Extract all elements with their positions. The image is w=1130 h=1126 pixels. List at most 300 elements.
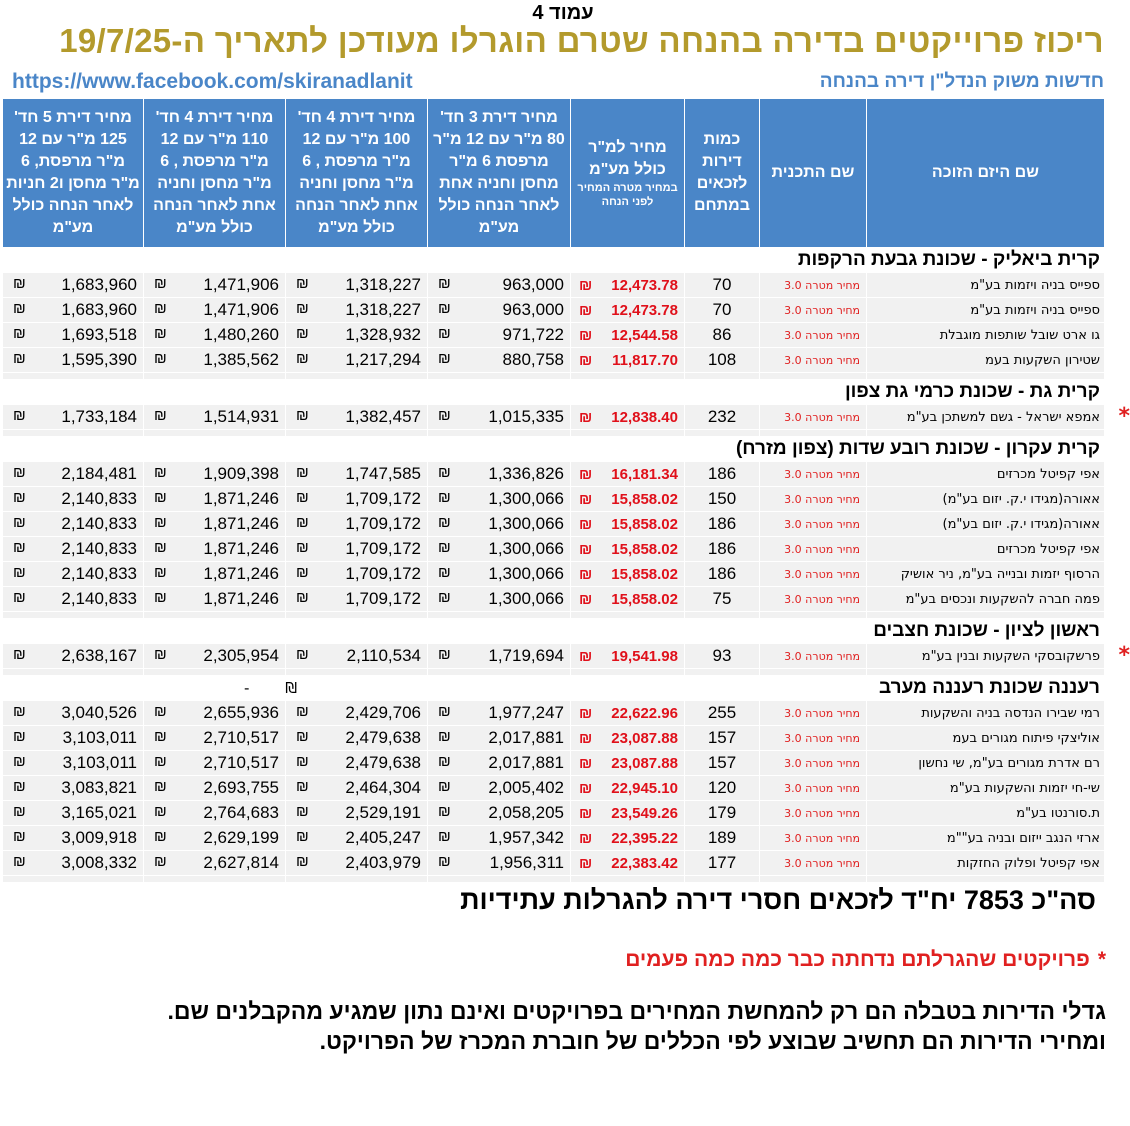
price-per-sqm <box>571 587 685 612</box>
price-4-rooms-100 <box>286 562 428 587</box>
developer-name: ספייס בניה ויזמות בע"מ <box>970 302 1100 318</box>
facebook-link[interactable]: https://www.facebook.com/skiranadlanit <box>12 70 413 93</box>
price-4-rooms-100 <box>286 751 428 776</box>
price-4-rooms-110-value: 1,871,246 <box>203 514 279 533</box>
currency-symbol: ₪ <box>296 703 309 720</box>
currency-symbol: ₪ <box>154 539 167 556</box>
currency-symbol: ₪ <box>438 753 451 770</box>
developer-name: פרשקובסקי השקעות ובנין בע"מ <box>921 648 1100 664</box>
currency-symbol: ₪ <box>154 464 167 481</box>
price-3-rooms <box>428 751 571 776</box>
price-per-sqm <box>571 298 685 323</box>
currency-symbol: ₪ <box>579 754 593 772</box>
price-3-rooms-value: 2,017,881 <box>488 753 564 772</box>
price-3-rooms-value: 1,300,066 <box>488 539 564 558</box>
price-per-sqm <box>571 826 685 851</box>
price-3-rooms <box>428 405 571 430</box>
unit-count: 157 <box>685 751 760 776</box>
spacer-cell <box>428 373 571 380</box>
price-4-rooms-100-value: 2,479,638 <box>345 753 421 772</box>
currency-symbol: ₪ <box>296 728 309 745</box>
footnote-star: * <box>1097 948 1106 971</box>
spacer-cell <box>3 430 144 437</box>
currency-symbol: ₪ <box>154 646 167 663</box>
price-per-sqm <box>571 751 685 776</box>
header-price-3-rooms: מחיר דירת 3 חד' 80 מ"ר עם 12 מ"ר מרפסת 6 מ"ר מחסן וחניה אחת לאחר הנחה כולל מע"מ <box>428 99 571 248</box>
price-5-rooms-value: 3,083,821 <box>61 778 137 797</box>
postponed-footnote <box>625 948 1106 972</box>
price-per-sqm <box>571 701 685 726</box>
price-5-rooms-value: 2,140,833 <box>61 589 137 608</box>
disclaimer-note <box>16 996 1106 1056</box>
section-dash-cell <box>144 248 286 273</box>
price-3-rooms <box>428 462 571 487</box>
currency-symbol: ₪ <box>438 646 451 663</box>
plan-name: מחיר מטרה 3.0 <box>760 348 867 373</box>
currency-symbol: ₪ <box>438 514 451 531</box>
currency-symbol: ₪ <box>296 589 309 606</box>
spacer-cell <box>685 669 760 676</box>
price-5-rooms <box>3 751 144 776</box>
currency-symbol: ₪ <box>438 803 451 820</box>
price-5-rooms <box>3 701 144 726</box>
currency-symbol: ₪ <box>13 464 26 481</box>
price-4-rooms-100 <box>286 587 428 612</box>
price-5-rooms-value: 3,009,918 <box>61 828 137 847</box>
section-blank-cell <box>286 676 428 701</box>
plan-name: מחיר מטרה 3.0 <box>760 405 867 430</box>
price-per-sqm-value: 23,087.88 <box>611 729 678 747</box>
price-4-rooms-100 <box>286 701 428 726</box>
section-name: קרית גת - שכונת כרמי גת צפון <box>428 380 1105 405</box>
price-5-rooms-value: 3,103,011 <box>62 753 137 772</box>
price-4-rooms-110-value: 1,909,398 <box>203 464 279 483</box>
currency-symbol: ₪ <box>438 325 451 342</box>
table-row <box>3 726 1105 751</box>
price-3-rooms-value: 2,058,205 <box>488 803 564 822</box>
disclaimer-line-1: גדלי הדירות בטבלה הם רק להמחשת המחירים בפרויקטים ואינם נתון שמגיע מהקבלנים שם. <box>167 998 1106 1024</box>
price-4-rooms-100 <box>286 512 428 537</box>
price-4-rooms-100-value: 2,403,979 <box>345 853 421 872</box>
currency-symbol: ₪ <box>438 589 451 606</box>
plan-name: מחיר מטרה 3.0 <box>760 562 867 587</box>
developer-cell <box>867 404 1130 430</box>
price-3-rooms-value: 971,722 <box>502 325 564 344</box>
table-row <box>3 348 1105 373</box>
plan-name: מחיר מטרה 3.0 <box>760 826 867 851</box>
developer-cell <box>867 298 1105 323</box>
price-per-sqm <box>571 512 685 537</box>
unit-count: 232 <box>685 405 760 430</box>
unit-count: 186 <box>685 462 760 487</box>
developer-name: ארזי הנגב ייזום ובניה בע""מ <box>946 830 1100 846</box>
currency-symbol: ₪ <box>296 753 309 770</box>
currency-symbol: ₪ <box>13 350 26 367</box>
spacer-row <box>3 612 1105 619</box>
price-per-sqm <box>571 851 685 876</box>
currency-symbol: ₪ <box>154 350 167 367</box>
currency-symbol: ₪ <box>438 350 451 367</box>
price-per-sqm <box>571 273 685 298</box>
price-4-rooms-100-value: 1,709,172 <box>345 489 421 508</box>
price-4-rooms-100 <box>286 537 428 562</box>
price-per-sqm <box>571 726 685 751</box>
price-4-rooms-100-value: 2,110,534 <box>346 646 421 665</box>
developer-name: אוליצקי פיתוח מגורים בעמ <box>952 730 1100 746</box>
spacer-row <box>3 373 1105 380</box>
currency-symbol: ₪ <box>13 407 26 424</box>
section-dash-cell <box>144 380 286 405</box>
price-per-sqm-value: 23,087.88 <box>611 754 678 772</box>
section-name: קרית ביאליק - שכונת גבעת הרקפות <box>428 248 1105 273</box>
price-5-rooms <box>3 826 144 851</box>
price-4-rooms-110-value: 1,471,906 <box>203 300 279 319</box>
table-header-row <box>3 99 1105 248</box>
price-3-rooms-value: 1,300,066 <box>488 489 564 508</box>
price-4-rooms-110 <box>144 826 286 851</box>
price-3-rooms-value: 2,005,402 <box>488 778 564 797</box>
price-5-rooms <box>3 562 144 587</box>
currency-symbol: ₪ <box>438 300 451 317</box>
plan-name: מחיר מטרה 3.0 <box>760 537 867 562</box>
spacer-cell <box>3 876 144 883</box>
spacer-cell <box>571 876 685 883</box>
currency-symbol: ₪ <box>13 275 26 292</box>
header-price-4-rooms-110: מחיר דירת 4 חד' 110 מ"ר עם 12 מ"ר מרפסת , 6 מ"ר מחסן וחניה אחת לאחר הנחה כולל מע"מ <box>144 99 286 248</box>
price-4-rooms-100-value: 1,217,294 <box>345 350 421 369</box>
price-5-rooms-value: 2,184,481 <box>61 464 137 483</box>
price-5-rooms <box>3 462 144 487</box>
price-4-rooms-110-value: 2,629,199 <box>203 828 279 847</box>
table-body <box>3 248 1130 883</box>
unit-count: 70 <box>685 273 760 298</box>
price-3-rooms <box>428 587 571 612</box>
projects-table <box>2 98 1130 883</box>
section-blank-cell <box>3 380 144 405</box>
currency-symbol: ₪ <box>579 408 593 426</box>
currency-symbol: ₪ <box>13 728 26 745</box>
price-4-rooms-110 <box>144 298 286 323</box>
price-4-rooms-110 <box>144 701 286 726</box>
spacer-cell <box>428 430 571 437</box>
spacer-cell <box>286 669 428 676</box>
currency-symbol: ₪ <box>296 489 309 506</box>
price-per-sqm-value: 15,858.02 <box>611 490 678 508</box>
developer-cell <box>867 487 1105 512</box>
developer-cell <box>867 462 1105 487</box>
header-price-4-rooms-100: מחיר דירת 4 חד' 100 מ"ר עם 12 מ"ר מרפסת , 6 מ"ר מחסן וחניה אחת לאחר הנחה כולל מע"מ <box>286 99 428 248</box>
price-4-rooms-100-value: 1,318,227 <box>345 300 421 319</box>
price-per-sqm <box>571 323 685 348</box>
spacer-cell <box>867 373 1105 380</box>
currency-symbol: ₪ <box>296 514 309 531</box>
currency-symbol: ₪ <box>296 464 309 481</box>
section-name: רעננה שכונת רעננה מערב <box>428 676 1105 701</box>
plan-name: מחיר מטרה 3.0 <box>760 726 867 751</box>
plan-name: מחיר מטרה 3.0 <box>760 298 867 323</box>
price-4-rooms-110-value: 2,693,755 <box>203 778 279 797</box>
plan-name: מחיר מטרה 3.0 <box>760 462 867 487</box>
price-5-rooms <box>3 323 144 348</box>
price-5-rooms-value: 1,733,184 <box>61 407 137 426</box>
currency-symbol: ₪ <box>579 515 593 533</box>
price-per-sqm-value: 12,544.58 <box>611 326 678 344</box>
spacer-cell <box>685 373 760 380</box>
table-row <box>3 851 1105 876</box>
price-5-rooms-value: 3,165,021 <box>61 803 137 822</box>
price-5-rooms <box>3 405 144 430</box>
currency-symbol: ₪ <box>579 565 593 583</box>
plan-name: מחיר מטרה 3.0 <box>760 701 867 726</box>
developer-cell <box>867 701 1105 726</box>
price-3-rooms-value: 1,719,694 <box>488 646 564 665</box>
price-per-sqm <box>571 776 685 801</box>
currency-symbol: ₪ <box>579 729 593 747</box>
table-row <box>3 405 1105 430</box>
footnote-text: פרויקטים שהגרלתם נדחתה כבר כמה כמה פעמים <box>625 948 1090 971</box>
currency-symbol: ₪ <box>579 590 593 608</box>
developer-cell <box>867 851 1105 876</box>
unit-count: 75 <box>685 587 760 612</box>
currency-symbol: ₪ <box>13 489 26 506</box>
currency-symbol: ₪ <box>579 647 593 665</box>
currency-symbol: ₪ <box>296 325 309 342</box>
price-per-sqm <box>571 348 685 373</box>
currency-symbol: ₪ <box>296 853 309 870</box>
price-per-sqm <box>571 562 685 587</box>
unit-count: 70 <box>685 298 760 323</box>
table-row <box>3 644 1105 669</box>
unit-count: 186 <box>685 562 760 587</box>
currency-symbol: ₪ <box>579 779 593 797</box>
plan-name: מחיר מטרה 3.0 <box>760 776 867 801</box>
price-4-rooms-110-value: 2,710,517 <box>203 753 279 772</box>
section-blank-cell <box>3 619 144 644</box>
unit-count: 120 <box>685 776 760 801</box>
spacer-cell <box>571 430 685 437</box>
price-4-rooms-110-value: 1,871,246 <box>203 589 279 608</box>
price-4-rooms-100-value: 1,709,172 <box>345 539 421 558</box>
developer-name: אפי קפיטל מכרזים <box>996 466 1100 482</box>
currency-symbol: ₪ <box>296 275 309 292</box>
section-header-row <box>3 619 1105 644</box>
spacer-row <box>3 430 1105 437</box>
developer-cell <box>867 751 1105 776</box>
price-4-rooms-110-value: 2,305,954 <box>203 646 279 665</box>
page-title: ריכוז פרוייקטים בדירה בהנחה שטרם הוגרלו מעודכן לתאריך ה-19/7/25 <box>59 22 1104 59</box>
price-3-rooms <box>428 801 571 826</box>
price-3-rooms <box>428 323 571 348</box>
table-row <box>3 273 1105 298</box>
spacer-cell <box>286 612 428 619</box>
currency-symbol: ₪ <box>438 728 451 745</box>
currency-symbol: ₪ <box>438 275 451 292</box>
header-price-sqm-label: מחיר למ"ר כולל מע"מ <box>588 139 667 178</box>
price-per-sqm-value: 23,549.26 <box>611 804 678 822</box>
currency-symbol: ₪ <box>296 778 309 795</box>
price-4-rooms-100-value: 1,747,585 <box>345 464 421 483</box>
price-4-rooms-100 <box>286 776 428 801</box>
price-per-sqm-value: 22,383.42 <box>611 854 678 872</box>
plan-name: מחיר מטרה 3.0 <box>760 487 867 512</box>
table-row <box>3 562 1105 587</box>
unit-count: 86 <box>685 323 760 348</box>
dash-text: - <box>244 679 250 697</box>
price-4-rooms-100 <box>286 298 428 323</box>
price-4-rooms-110 <box>144 751 286 776</box>
currency-symbol: ₪ <box>438 828 451 845</box>
spacer-cell <box>867 430 1105 437</box>
spacer-cell <box>571 669 685 676</box>
currency-symbol: ₪ <box>438 778 451 795</box>
price-3-rooms <box>428 487 571 512</box>
price-per-sqm-value: 15,858.02 <box>611 515 678 533</box>
price-4-rooms-110 <box>144 487 286 512</box>
currency-symbol: ₪ <box>296 300 309 317</box>
section-dash-cell <box>144 676 297 701</box>
spacer-cell <box>428 612 571 619</box>
postponed-star: * <box>1118 404 1130 429</box>
spacer-cell <box>286 430 428 437</box>
spacer-cell <box>685 612 760 619</box>
price-3-rooms-value: 2,017,881 <box>488 728 564 747</box>
currency-symbol: ₪ <box>438 539 451 556</box>
spacer-cell <box>685 876 760 883</box>
section-dash-cell <box>144 619 286 644</box>
price-per-sqm <box>571 487 685 512</box>
price-per-sqm-value: 15,858.02 <box>611 590 678 608</box>
price-4-rooms-110-value: 2,710,517 <box>203 728 279 747</box>
table-row <box>3 587 1105 612</box>
table-row <box>3 701 1105 726</box>
price-4-rooms-110 <box>144 851 286 876</box>
currency-symbol: ₪ <box>579 326 593 344</box>
unit-count: 186 <box>685 537 760 562</box>
currency-symbol: ₪ <box>13 300 26 317</box>
price-4-rooms-110 <box>144 587 286 612</box>
price-4-rooms-100 <box>286 801 428 826</box>
price-per-sqm-value: 22,395.22 <box>611 829 678 847</box>
price-per-sqm-value: 12,473.78 <box>611 301 678 319</box>
price-4-rooms-110-value: 1,514,931 <box>203 407 279 426</box>
price-4-rooms-110-value: 1,385,562 <box>203 350 279 369</box>
table-row <box>3 826 1105 851</box>
currency-symbol: ₪ <box>154 300 167 317</box>
table-row <box>3 462 1105 487</box>
developer-cell <box>867 273 1105 298</box>
price-5-rooms <box>3 587 144 612</box>
currency-symbol: ₪ <box>154 275 167 292</box>
price-per-sqm-value: 19,541.98 <box>611 647 678 665</box>
section-blank-cell <box>286 437 428 462</box>
developer-name: שי-חי יזמות והשקעות בע"מ <box>949 780 1100 796</box>
header-developer: שם היזם הזוכה <box>867 99 1105 248</box>
currency-symbol: ₪ <box>13 589 26 606</box>
currency-symbol: ₪ <box>13 853 26 870</box>
price-4-rooms-110 <box>144 405 286 430</box>
price-4-rooms-100 <box>286 826 428 851</box>
price-5-rooms <box>3 487 144 512</box>
price-3-rooms-value: 963,000 <box>502 275 564 294</box>
currency-symbol: ₪ <box>579 704 593 722</box>
spacer-cell <box>571 373 685 380</box>
price-4-rooms-100-value: 1,328,932 <box>345 325 421 344</box>
price-4-rooms-110 <box>144 273 286 298</box>
developer-name: אמפא ישראל - גשם למשתכן בע"מ <box>906 409 1100 425</box>
developer-cell <box>867 348 1105 373</box>
unit-count: 157 <box>685 726 760 751</box>
currency-symbol: ₪ <box>13 803 26 820</box>
price-per-sqm-value: 22,622.96 <box>611 704 678 722</box>
currency-symbol: ₪ <box>438 703 451 720</box>
section-blank-cell <box>286 248 428 273</box>
price-5-rooms <box>3 512 144 537</box>
price-3-rooms <box>428 851 571 876</box>
currency-symbol: ₪ <box>579 301 593 319</box>
currency-symbol: ₪ <box>13 325 26 342</box>
currency-symbol: ₪ <box>296 407 309 424</box>
price-3-rooms-value: 1,300,066 <box>488 564 564 583</box>
developer-name: אפי קפיטל ופלוק החזקות <box>957 855 1100 871</box>
price-4-rooms-110 <box>144 462 286 487</box>
price-4-rooms-100 <box>286 726 428 751</box>
section-header-row <box>3 248 1105 273</box>
spacer-cell <box>428 669 571 676</box>
price-4-rooms-100 <box>286 273 428 298</box>
spacer-cell <box>571 612 685 619</box>
currency-symbol: ₪ <box>154 703 167 720</box>
header-plan: שם התכנית <box>760 99 867 248</box>
currency-symbol: ₪ <box>154 803 167 820</box>
plan-name: מחיר מטרה 3.0 <box>760 751 867 776</box>
section-header-row <box>3 380 1105 405</box>
section-blank-cell <box>286 619 428 644</box>
developer-cell <box>867 512 1105 537</box>
disclaimer-line-2: ומחירי הדירות הם תחשיב שבוצע לפי הכללים של חוברת המכרז של הפרויקט. <box>319 1028 1106 1054</box>
price-5-rooms <box>3 537 144 562</box>
currency-symbol: ₪ <box>154 489 167 506</box>
total-units-summary: סה"כ 7853 יח"ד לזכאים חסרי דירה להגרלות עתידיות <box>460 885 1096 915</box>
unit-count: 108 <box>685 348 760 373</box>
currency-symbol: ₪ <box>579 540 593 558</box>
price-3-rooms-value: 880,758 <box>502 350 564 369</box>
spacer-cell <box>760 373 867 380</box>
developer-name: שטירון השקעות בעמ <box>985 352 1100 368</box>
developer-name: אאורה(מגידו י.ק. יזום בע"מ) <box>942 491 1100 507</box>
price-4-rooms-100-value: 2,464,304 <box>345 778 421 797</box>
currency-symbol: ₪ <box>13 703 26 720</box>
price-4-rooms-110-value: 1,871,246 <box>203 564 279 583</box>
spacer-cell <box>3 612 144 619</box>
section-blank-cell <box>3 437 144 462</box>
spacer-cell <box>867 876 1105 883</box>
price-4-rooms-110 <box>144 776 286 801</box>
spacer-row <box>3 669 1105 676</box>
table-row <box>3 801 1105 826</box>
price-5-rooms-value: 2,140,833 <box>61 539 137 558</box>
price-3-rooms-value: 1,300,066 <box>488 589 564 608</box>
price-3-rooms <box>428 273 571 298</box>
price-4-rooms-100-value: 1,382,457 <box>345 407 421 426</box>
price-4-rooms-110-value: 1,871,246 <box>203 539 279 558</box>
price-5-rooms-value: 1,683,960 <box>61 275 137 294</box>
spacer-cell <box>144 373 286 380</box>
price-5-rooms <box>3 726 144 751</box>
plan-name: מחיר מטרה 3.0 <box>760 587 867 612</box>
price-per-sqm <box>571 405 685 430</box>
currency-symbol: ₪ <box>13 828 26 845</box>
price-per-sqm-value: 22,945.10 <box>611 779 678 797</box>
